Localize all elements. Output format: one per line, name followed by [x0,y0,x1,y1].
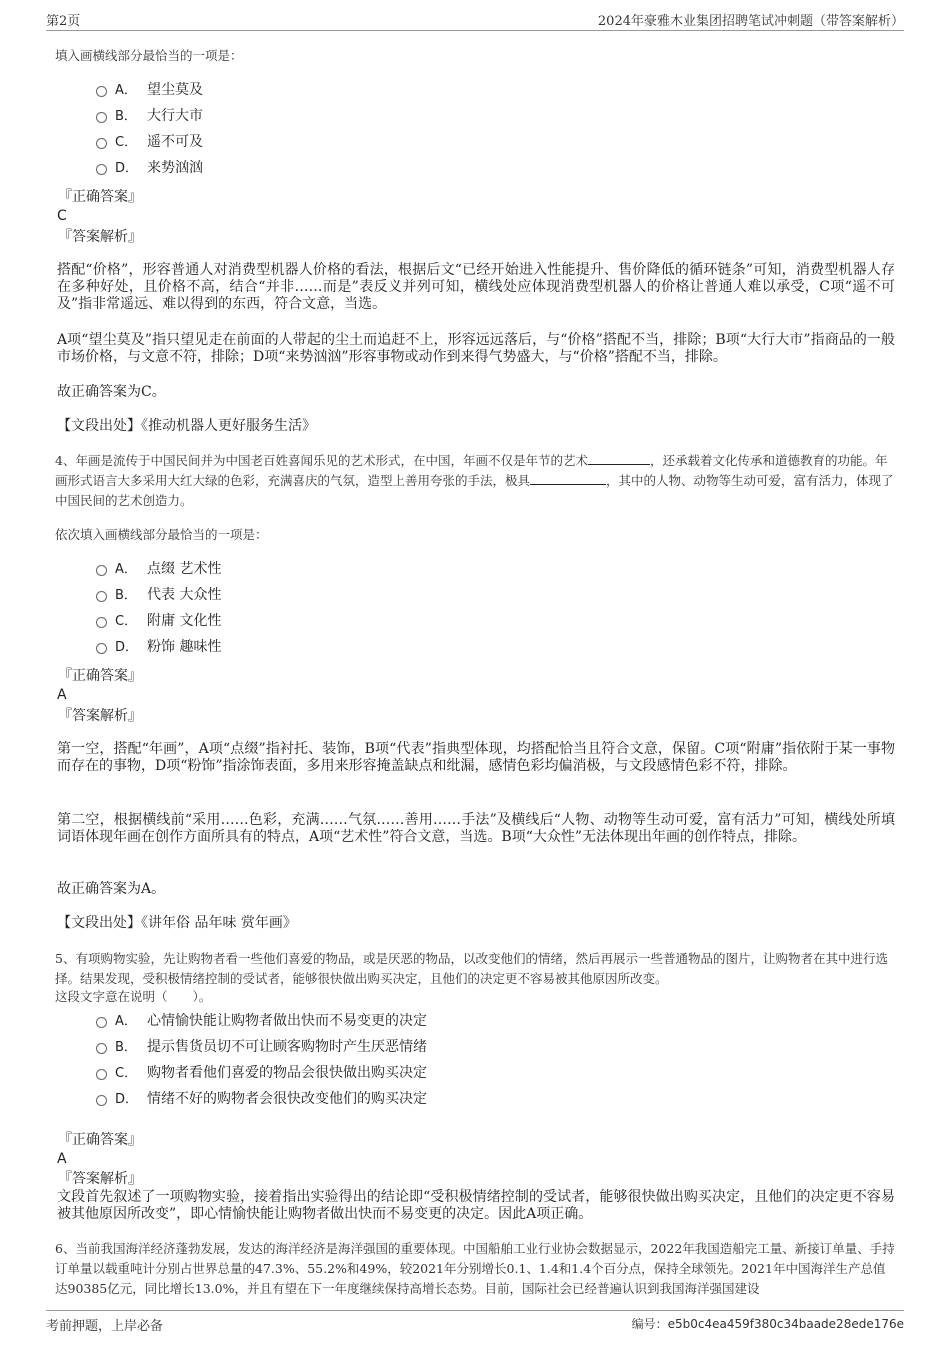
page-header [46,8,904,31]
q3-source: 【文段出处】《推动机器人更好服务生活》 [57,418,316,434]
q3-analysis-p3: 故正确答案为C。 [57,384,166,400]
q3-answer: C [57,208,67,224]
radio-icon[interactable] [96,164,107,175]
q4-option-a[interactable]: A． 点缀 艺术性 [96,559,221,579]
q4-prompt: 依次填入画横线部分最恰当的一项是： [55,527,268,542]
q4-source: 【文段出处】《讲年俗 品年味 赏年画》 [57,915,297,931]
radio-icon[interactable] [96,617,107,628]
answer-blank [588,452,650,465]
q6-stem: 6、当前我国海洋经济蓬勃发展，发达的海洋经济是海洋强国的重要体现。中国船舶工业行业协会数据显示，2022年我国造船完工量、新接订单量、手持订单量以载重吨计分别占世界总量的47.3%、55.2%和49%，较2021年分别增长0.1、1.4和1.4个百分点，保持全球领先。2021年中国海洋生产总值达90385亿元，同比增长13.0%，并且有望在下一年度继续保持高增长态势。目前，国际社会已经普遍认识到我国海洋强国建设 [55,1241,895,1296]
document-title: 2024年豪雅木业集团招聘笔试冲刺题（带答案解析） [597,14,904,29]
q3-prompt: 填入画横线部分最恰当的一项是： [55,48,243,63]
q4-analysis-label: 『答案解析』 [58,708,142,724]
q5-prompt: 这段文字意在说明（ ）。 [55,989,212,1004]
q5-option-a[interactable]: A． 心情愉快能让购物者做出快而不易变更的决定 [96,1011,427,1031]
q5-answer-label: 『正确答案』 [58,1132,142,1148]
q3-analysis-label: 『答案解析』 [58,229,142,245]
radio-icon[interactable] [96,1069,107,1080]
q4-option-d[interactable]: D． 粉饰 趣味性 [96,637,221,657]
radio-icon[interactable] [96,1017,107,1028]
q5-analysis-label: 『答案解析』 [58,1171,142,1187]
q5-answer: A [57,1151,67,1167]
footer-slogan: 考前押题，上岸必备 [46,1319,164,1334]
q4-analysis-p2: 第二空，根据横线前“采用……色彩，充满……气氛……善用……手法”及横线后“人物、动物等生动可爱，富有活力”可知，横线处所填词语体现年画在创作方面所具有的特点，A项“艺术性”符合文意，当选。B项“大众性”无法体现出年画的创作特点，排除。 [57,812,895,845]
q4-analysis-p1: 第一空，搭配“年画”，A项“点缀”指衬托、装饰，B项“代表”指典型体现，均搭配恰当且符合文意，保留。C项“附庸”指依附于某一事物而存在的事物，D项“粉饰”指涂饰表面，多用来形容掩盖缺点和纰漏，感情色彩均偏消极，与文段感情色彩不符，排除。 [57,741,895,774]
q3-option-d[interactable]: D． 来势汹汹 [96,158,203,178]
radio-icon[interactable] [96,565,107,576]
q3-option-c[interactable]: C． 遥不可及 [96,132,203,152]
radio-icon[interactable] [96,112,107,123]
radio-icon[interactable] [96,1043,107,1054]
q3-analysis-p1: 搭配“价格”，形容普通人对消费型机器人价格的看法，根据后文“已经开始进入性能提升、售价降低的循环链条”可知，消费型机器人存在多种好处，且价格不高，结合“并非……而是”表反义并列可知，横线处应体现消费型机器人的价格让普通人难以承受，C项“遥不可及”指非常遥远、难以得到的东西，符合文意，当选。 [57,262,895,312]
page-number: 第2页 [46,14,81,29]
q5-stem: 5、有项购物实验，先让购物者看一些他们喜爱的物品，或是厌恶的物品，以改变他们的情绪，然后再展示一些普通物品的图片，让购物者在其中进行选择。结果发现，受积极情绪控制的受试者，能够很快做出购买决定，且他们的决定更不容易被其他原因所改变。 [55,951,888,986]
radio-icon[interactable] [96,591,107,602]
q5-option-c[interactable]: C． 购物者看他们喜爱的物品会很快做出购买决定 [96,1063,427,1083]
radio-icon[interactable] [96,643,107,654]
answer-blank [530,472,606,485]
page-footer [46,1310,904,1335]
radio-icon[interactable] [96,1095,107,1106]
q4-stem: 4、年画是流传于中国民间并为中国老百姓喜闻乐见的艺术形式，在中国，年画不仅是年节的艺术 ，还承载着文化传承和道德教育的功能。年画形式语言大多采用大红大绿的色彩，充满喜庆的气氛，造型上善用夸张的手法，极具 ，其中的人物、动物等生动可爱，富有活力，体现了中国民间的艺术创造力。 [55,453,894,508]
q3-option-a[interactable]: A． 望尘莫及 [96,80,203,100]
q4-option-b[interactable]: B． 代表 大众性 [96,585,221,605]
q4-answer: A [57,687,67,703]
q4-answer-label: 『正确答案』 [58,668,142,684]
q5-option-d[interactable]: D． 情绪不好的购物者会很快改变他们的购买决定 [96,1089,427,1109]
q5-option-b[interactable]: B． 提示售货员切不可让顾客购物时产生厌恶情绪 [96,1037,427,1057]
radio-icon[interactable] [96,86,107,97]
document-id: 编号：e5b0c4ea459f380c34baade28ede176e [631,1317,904,1331]
q5-analysis: 文段首先叙述了一项购物实验，接着指出实验得出的结论即“受积极情绪控制的受试者，能够很快做出购买决定，且他们的决定更不容易被其他原因所改变”，即心情愉快能让购物者做出快而不易变更的决定。因此A项正确。 [57,1189,895,1222]
q3-analysis-p2: A项“望尘莫及”指只望见走在前面的人带起的尘土而追赶不上，形容远远落后，与“价格”搭配不当，排除；B项“大行大市”指商品的一般市场价格，与文意不符，排除；D项“来势汹汹”形容事物或动作到来得气势盛大，与“价格”搭配不当，排除。 [57,332,895,365]
q3-answer-label: 『正确答案』 [58,189,142,205]
q3-option-b[interactable]: B． 大行大市 [96,106,203,126]
q4-analysis-p3: 故正确答案为A。 [57,881,166,897]
q4-option-c[interactable]: C． 附庸 文化性 [96,611,221,631]
radio-icon[interactable] [96,138,107,149]
